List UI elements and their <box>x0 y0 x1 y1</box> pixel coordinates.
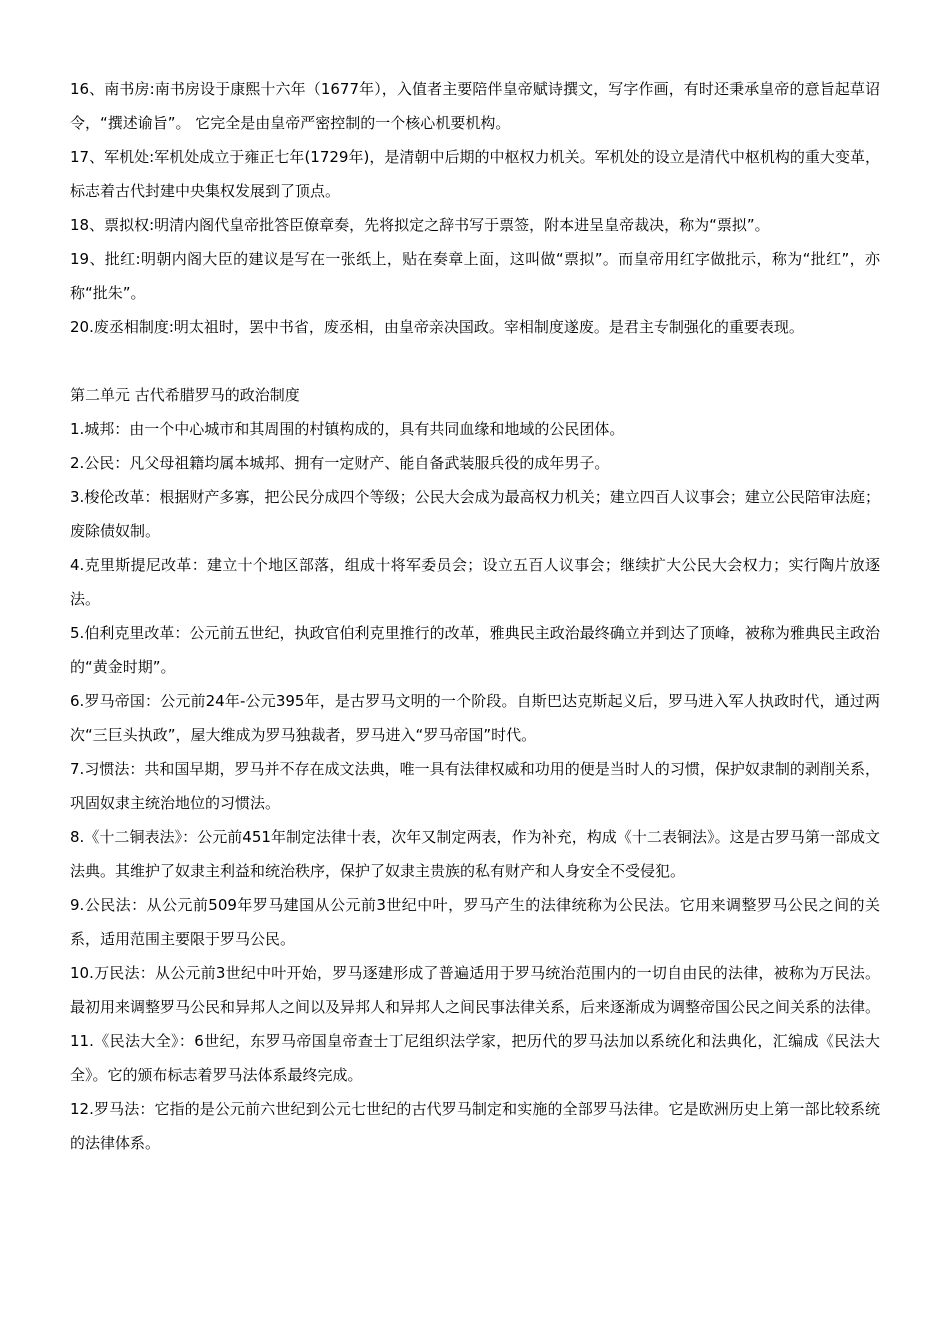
term-twelve-tables: 8.《十二铜表法》：公元前451年制定法律十表，次年又制定两表，作为补充，构成《十二表铜法》。这是古罗马第一部成文法典。其维护了奴隶主利益和统治秩序，保护了奴隶主贵族的私有财产和人身安全不受侵犯。 <box>70 828 880 880</box>
term-law-of-nations: 10.万民法：从公元前3世纪中叶开始，罗马逐建形成了普遍适用于罗马统治范围内的一切自由民的法律，被称为万民法。最初用来调整罗马公民和异邦人之间以及异邦人和异邦人之间民事法律关系，后来逐渐成为调整帝国公民之间关系的法律。 <box>70 964 881 1016</box>
section-spacer <box>70 344 880 378</box>
term-citizen: 2.公民：凡父母祖籍均属本城邦、拥有一定财产、能自备武装服兵役的成年男子。 <box>70 454 610 472</box>
section-heading: 第二单元 古代希腊罗马的政治制度 <box>70 386 300 404</box>
term-pericles-reform: 5.伯利克里改革：公元前五世纪，执政官伯利克里推行的改革，雅典民主政治最终确立并到达了顶峰，被称为雅典民主政治的“黄金时期”。 <box>70 624 880 676</box>
term-nanshufang: 16、南书房:南书房设于康熙十六年（1677年），入值者主要陪伴皇帝赋诗撰文，写字作画，有时还秉承皇帝的意旨起草诏令，“撰述谕旨”。 它完全是由皇帝严密控制的一个核心机要机构。 <box>70 80 880 132</box>
term-pihong: 19、批红:明朝内阁大臣的建议是写在一张纸上，贴在奏章上面，这叫做“票拟”。而皇帝用红字做批示，称为“批红”，亦称“批朱”。 <box>70 250 880 302</box>
term-piaoniquan: 18、票拟权:明清内阁代皇帝批答臣僚章奏，先将拟定之辞书写于票签，附本进呈皇帝裁决，称为“票拟”。 <box>70 216 770 234</box>
term-cleisthenes-reform: 4.克里斯提尼改革：建立十个地区部落，组成十将军委员会；设立五百人议事会；继续扩大公民大会权力；实行陶片放逐法。 <box>70 556 880 608</box>
document-page <box>70 72 880 1160</box>
term-roman-law: 12.罗马法：它指的是公元前六世纪到公元七世纪的古代罗马制定和实施的全部罗马法律。它是欧洲历史上第一部比较系统的法律体系。 <box>70 1100 880 1152</box>
part1-list <box>70 72 880 344</box>
term-roman-empire: 6.罗马帝国：公元前24年-公元395年，是古罗马文明的一个阶段。自斯巴达克斯起义后，罗马进入军人执政时代，通过两次“三巨头执政”，屋大维成为罗马独裁者，罗马进入“罗马帝国”时代。 <box>70 692 880 744</box>
term-city-state: 1.城邦：由一个中心城市和其周围的村镇构成的，具有共同血缘和地域的公民团体。 <box>70 420 625 438</box>
term-abolish-chancellor: 20.废丞相制度:明太祖时，罢中书省，废丞相，由皇帝亲决国政。宰相制度遂废。是君主专制强化的重要表现。 <box>70 318 804 336</box>
term-customary-law: 7.习惯法：共和国早期，罗马并不存在成文法典，唯一具有法律权威和功用的便是当时人的习惯，保护奴隶制的剥削关系，巩固奴隶主统治地位的习惯法。 <box>70 760 880 812</box>
term-solon-reform: 3.梭伦改革：根据财产多寡，把公民分成四个等级；公民大会成为最高权力机关；建立四百人议事会；建立公民陪审法庭；废除债奴制。 <box>70 488 880 540</box>
term-corpus-juris: 11.《民法大全》：6世纪，东罗马帝国皇帝查士丁尼组织法学家，把历代的罗马法加以系统化和法典化，汇编成《民法大全》。它的颁布标志着罗马法体系最终完成。 <box>70 1032 880 1084</box>
term-civil-law: 9.公民法：从公元前509年罗马建国从公元前3世纪中叶，罗马产生的法律统称为公民法。它用来调整罗马公民之间的关系，适用范围主要限于罗马公民。 <box>70 896 880 948</box>
term-junjichu: 17、军机处:军机处成立于雍正七年(1729年)，是清朝中后期的中枢权力机关。军机处的设立是清代中枢机构的重大变革，标志着古代封建中央集权发展到了顶点。 <box>70 148 880 200</box>
part2-section <box>70 378 880 1160</box>
